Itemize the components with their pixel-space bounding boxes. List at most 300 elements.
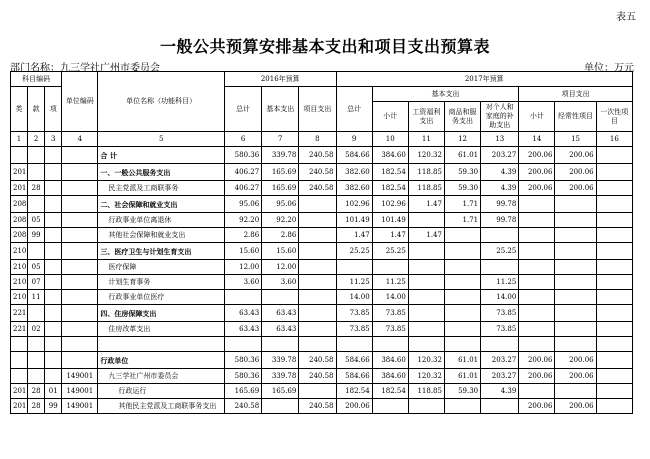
amount-cell: [519, 275, 555, 290]
subject-code-cell: 210: [11, 260, 28, 275]
amount-cell: 3.60: [224, 275, 261, 290]
amount-cell: 73.85: [481, 305, 519, 322]
amount-cell: 25.25: [372, 243, 408, 260]
subject-code-cell: 201: [11, 399, 28, 414]
amount-cell: 25.25: [481, 243, 519, 260]
unit-code-cell: [62, 322, 98, 337]
item-name-cell: 行政事业单位医疗: [98, 290, 225, 305]
amount-cell: 200.06: [555, 147, 596, 164]
amount-cell: 182.54: [372, 181, 408, 196]
header-kuan: 款: [28, 87, 45, 132]
subject-code-cell: [28, 337, 45, 352]
amount-cell: [299, 243, 336, 260]
amount-cell: 1.71: [444, 196, 480, 213]
column-number: 14: [519, 132, 555, 147]
amount-cell: [444, 243, 480, 260]
amount-cell: 120.32: [408, 352, 444, 369]
amount-cell: [299, 305, 336, 322]
header-unit-name: 单位名称（功能科目）: [98, 72, 225, 132]
amount-cell: [299, 213, 336, 228]
subject-code-cell: 01: [45, 384, 62, 399]
subject-code-cell: 201: [11, 164, 28, 181]
unit-code-cell: [62, 181, 98, 196]
amount-cell: [444, 305, 480, 322]
amount-cell: 3.60: [262, 275, 299, 290]
amount-cell: [555, 228, 596, 243]
header-lei: 类: [11, 87, 28, 132]
amount-cell: 63.43: [262, 305, 299, 322]
header-xiang: 项: [45, 87, 62, 132]
amount-cell: [224, 290, 261, 305]
amount-cell: [444, 322, 480, 337]
amount-cell: 203.27: [481, 352, 519, 369]
item-name-cell: 其他社会保障和就业支出: [98, 228, 225, 243]
amount-cell: 12.00: [262, 260, 299, 275]
column-number: 8: [299, 132, 336, 147]
amount-cell: [408, 337, 444, 352]
unit-code-cell: [62, 196, 98, 213]
unit-code-cell: [62, 243, 98, 260]
amount-cell: 1.71: [444, 213, 480, 228]
amount-cell: [299, 290, 336, 305]
amount-cell: 59.30: [444, 164, 480, 181]
column-number: 1: [11, 132, 28, 147]
subject-code-cell: [11, 337, 28, 352]
amount-cell: 200.06: [555, 399, 596, 414]
header-2016: 2016年预算: [224, 72, 336, 87]
amount-cell: 200.06: [519, 352, 555, 369]
amount-cell: [519, 260, 555, 275]
subject-code-cell: [45, 305, 62, 322]
item-name-cell: 二、社会保障和就业支出: [98, 196, 225, 213]
amount-cell: 584.66: [336, 369, 372, 384]
amount-cell: 101.49: [336, 213, 372, 228]
amount-cell: [596, 369, 632, 384]
amount-cell: 4.39: [481, 181, 519, 196]
amount-cell: 200.06: [519, 164, 555, 181]
amount-cell: 61.01: [444, 369, 480, 384]
unit-code-cell: [62, 290, 98, 305]
amount-cell: [596, 305, 632, 322]
unit-code-cell: [62, 164, 98, 181]
header-2017-project-subtotal: 小计: [519, 102, 555, 132]
amount-cell: [408, 260, 444, 275]
table-row: [11, 305, 633, 322]
amount-cell: 4.39: [481, 384, 519, 399]
amount-cell: 11.25: [336, 275, 372, 290]
subject-code-cell: [28, 352, 45, 369]
amount-cell: [596, 290, 632, 305]
amount-cell: 61.01: [444, 147, 480, 164]
amount-cell: [555, 290, 596, 305]
amount-cell: [444, 260, 480, 275]
amount-cell: [519, 305, 555, 322]
subject-code-cell: [45, 164, 62, 181]
subject-code-cell: [45, 181, 62, 196]
amount-cell: [299, 228, 336, 243]
amount-cell: [519, 228, 555, 243]
amount-cell: [372, 260, 408, 275]
subject-code-cell: 99: [28, 228, 45, 243]
amount-cell: 240.58: [224, 399, 261, 414]
table-row: [11, 213, 633, 228]
amount-cell: [596, 352, 632, 369]
amount-cell: [336, 260, 372, 275]
amount-cell: 63.43: [224, 305, 261, 322]
amount-cell: 339.78: [262, 352, 299, 369]
subject-code-cell: [45, 243, 62, 260]
subject-code-cell: [45, 147, 62, 164]
item-name-cell: [98, 337, 225, 352]
amount-cell: 11.25: [372, 275, 408, 290]
subject-code-cell: 221: [11, 322, 28, 337]
header-individual: 对个人和家庭的补助支出: [481, 102, 519, 132]
header-goods: 商品和服务支出: [444, 102, 480, 132]
item-name-cell: 四、住房保障支出: [98, 305, 225, 322]
table-row: [11, 369, 633, 384]
amount-cell: 339.78: [262, 147, 299, 164]
amount-cell: 99.78: [481, 213, 519, 228]
amount-cell: [444, 399, 480, 414]
unit-code-cell: 149001: [62, 369, 98, 384]
amount-cell: 203.27: [481, 147, 519, 164]
table-number-label: 表五: [616, 12, 636, 23]
amount-cell: [596, 243, 632, 260]
unit-code-cell: [62, 275, 98, 290]
subject-code-cell: [45, 352, 62, 369]
amount-cell: 102.96: [372, 196, 408, 213]
amount-cell: [555, 243, 596, 260]
amount-cell: 73.85: [372, 322, 408, 337]
column-number: 10: [372, 132, 408, 147]
amount-cell: [299, 384, 336, 399]
amount-cell: 118.85: [408, 164, 444, 181]
subject-code-cell: [45, 337, 62, 352]
amount-cell: 200.06: [519, 399, 555, 414]
header-subject-code: 科目编码: [11, 72, 62, 87]
amount-cell: [262, 399, 299, 414]
amount-cell: 200.06: [555, 352, 596, 369]
amount-cell: [444, 275, 480, 290]
subject-code-cell: [45, 228, 62, 243]
amount-cell: [224, 337, 261, 352]
amount-cell: [596, 213, 632, 228]
column-number: 7: [262, 132, 299, 147]
amount-cell: [596, 164, 632, 181]
table-row: [11, 275, 633, 290]
subject-code-cell: 208: [11, 196, 28, 213]
unit-code-cell: [62, 147, 98, 164]
amount-cell: 73.85: [336, 305, 372, 322]
amount-cell: 182.54: [372, 164, 408, 181]
amount-cell: 1.47: [408, 228, 444, 243]
amount-cell: [336, 337, 372, 352]
amount-cell: [372, 399, 408, 414]
amount-cell: [596, 275, 632, 290]
subject-code-cell: 210: [11, 290, 28, 305]
amount-cell: 1.47: [336, 228, 372, 243]
header-2016-total: 总计: [224, 87, 261, 132]
table-row: [11, 164, 633, 181]
amount-cell: [444, 290, 480, 305]
amount-cell: 73.85: [336, 322, 372, 337]
unit-code-cell: [62, 228, 98, 243]
unit-code-cell: [62, 352, 98, 369]
amount-cell: 14.00: [372, 290, 408, 305]
header-2017-total: 总计: [336, 87, 372, 132]
subject-code-cell: [45, 213, 62, 228]
amount-cell: 59.30: [444, 181, 480, 196]
unit-code-cell: 149001: [62, 399, 98, 414]
amount-cell: 63.43: [224, 322, 261, 337]
item-name-cell: 住房改革支出: [98, 322, 225, 337]
amount-cell: [408, 399, 444, 414]
subject-code-cell: [11, 369, 28, 384]
unit-code-cell: [62, 260, 98, 275]
amount-cell: [555, 196, 596, 213]
amount-cell: [408, 213, 444, 228]
subject-code-cell: 28: [28, 384, 45, 399]
amount-cell: [299, 275, 336, 290]
amount-cell: [596, 147, 632, 164]
amount-cell: 14.00: [481, 290, 519, 305]
amount-cell: 182.54: [372, 384, 408, 399]
amount-cell: 92.20: [262, 213, 299, 228]
amount-cell: [408, 322, 444, 337]
amount-cell: 73.85: [372, 305, 408, 322]
item-name-cell: 合 计: [98, 147, 225, 164]
amount-cell: 200.06: [555, 369, 596, 384]
item-name-cell: 医疗保障: [98, 260, 225, 275]
amount-cell: [555, 305, 596, 322]
amount-cell: 1.47: [372, 228, 408, 243]
department-name: 部门名称：九三学社广州市委员会: [10, 63, 160, 74]
amount-cell: 240.58: [299, 369, 336, 384]
amount-cell: 240.58: [299, 352, 336, 369]
subject-code-cell: [45, 369, 62, 384]
amount-cell: 240.58: [299, 147, 336, 164]
table-row: [11, 290, 633, 305]
amount-cell: 200.06: [555, 181, 596, 196]
amount-cell: 73.85: [481, 322, 519, 337]
amount-cell: [555, 275, 596, 290]
subject-code-cell: 28: [28, 181, 45, 196]
amount-cell: 240.58: [299, 164, 336, 181]
table-row: [11, 399, 633, 414]
subject-code-cell: [28, 305, 45, 322]
amount-cell: 4.39: [481, 164, 519, 181]
amount-cell: [408, 243, 444, 260]
amount-cell: 384.60: [372, 352, 408, 369]
amount-cell: [555, 322, 596, 337]
unit-code-cell: [62, 213, 98, 228]
amount-cell: 101.49: [372, 213, 408, 228]
column-number: 15: [555, 132, 596, 147]
column-number: 2: [28, 132, 45, 147]
header-recurring: 经常性项目: [555, 102, 596, 132]
column-number: 4: [62, 132, 98, 147]
amount-cell: [555, 384, 596, 399]
amount-cell: 406.27: [224, 164, 261, 181]
subject-code-cell: 221: [11, 305, 28, 322]
amount-cell: 580.36: [224, 369, 261, 384]
unit-code-cell: [62, 305, 98, 322]
header-2016-project: 项目支出: [299, 87, 336, 132]
subject-code-cell: [11, 147, 28, 164]
amount-cell: 92.20: [224, 213, 261, 228]
header-2016-basic: 基本支出: [262, 87, 299, 132]
subject-code-cell: 208: [11, 213, 28, 228]
amount-cell: 11.25: [481, 275, 519, 290]
amount-cell: 580.36: [224, 352, 261, 369]
amount-cell: 584.66: [336, 147, 372, 164]
amount-cell: [519, 384, 555, 399]
column-number: 16: [596, 132, 632, 147]
amount-cell: 165.69: [262, 384, 299, 399]
amount-cell: [596, 399, 632, 414]
amount-cell: [519, 213, 555, 228]
subject-code-cell: 210: [11, 275, 28, 290]
budget-table: [10, 71, 633, 414]
item-name-cell: 九三学社广州市委员会: [98, 369, 225, 384]
header-2017-basic-group: 基本支出: [372, 87, 519, 102]
header-2017: 2017年预算: [336, 72, 633, 87]
column-number: 5: [98, 132, 225, 147]
amount-cell: 95.06: [224, 196, 261, 213]
column-number: 12: [444, 132, 480, 147]
amount-cell: [299, 260, 336, 275]
subject-code-cell: 201: [11, 181, 28, 196]
amount-cell: [299, 337, 336, 352]
item-name-cell: 民主党派及工商联事务: [98, 181, 225, 196]
amount-cell: [408, 305, 444, 322]
amount-cell: [596, 260, 632, 275]
amount-cell: [519, 243, 555, 260]
subject-code-cell: 208: [11, 228, 28, 243]
column-number: 13: [481, 132, 519, 147]
amount-cell: 12.00: [224, 260, 261, 275]
amount-cell: 15.60: [224, 243, 261, 260]
table-row: [11, 337, 633, 352]
table-row: [11, 181, 633, 196]
header-unit-code: 单位编码: [62, 72, 98, 132]
amount-cell: [555, 213, 596, 228]
subject-code-cell: [45, 322, 62, 337]
amount-cell: [596, 337, 632, 352]
document-title: 一般公共预算安排基本支出和项目支出预算表: [159, 37, 490, 56]
amount-cell: [555, 260, 596, 275]
header-2017-basic-subtotal: 小计: [372, 102, 408, 132]
amount-cell: 382.60: [336, 181, 372, 196]
table-row: [11, 228, 633, 243]
header-wage: 工资福利支出: [408, 102, 444, 132]
amount-cell: [596, 384, 632, 399]
table-row: [11, 147, 633, 164]
amount-cell: [481, 260, 519, 275]
subject-code-cell: [45, 196, 62, 213]
amount-cell: [444, 337, 480, 352]
item-name-cell: 行政事业单位离退休: [98, 213, 225, 228]
amount-cell: 200.06: [519, 181, 555, 196]
column-number: 6: [224, 132, 261, 147]
amount-cell: 165.69: [262, 164, 299, 181]
amount-cell: 25.25: [336, 243, 372, 260]
amount-cell: [481, 399, 519, 414]
amount-cell: [408, 290, 444, 305]
amount-cell: 406.27: [224, 181, 261, 196]
item-name-cell: 一、一般公共服务支出: [98, 164, 225, 181]
amount-cell: 59.30: [444, 384, 480, 399]
subject-code-cell: [28, 164, 45, 181]
amount-cell: 182.54: [336, 384, 372, 399]
amount-cell: [262, 290, 299, 305]
currency-unit: 单位：万元: [584, 63, 634, 74]
amount-cell: [444, 228, 480, 243]
amount-cell: 200.06: [519, 369, 555, 384]
amount-cell: [299, 322, 336, 337]
amount-cell: [481, 337, 519, 352]
subject-code-cell: [45, 275, 62, 290]
unit-code-cell: 149001: [62, 384, 98, 399]
column-number: 9: [336, 132, 372, 147]
item-name-cell: 计划生育事务: [98, 275, 225, 290]
amount-cell: 200.06: [519, 147, 555, 164]
amount-cell: [596, 181, 632, 196]
amount-cell: 120.32: [408, 369, 444, 384]
item-name-cell: 行政单位: [98, 352, 225, 369]
subject-code-cell: [28, 196, 45, 213]
item-name-cell: 三、医疗卫生与计划生育支出: [98, 243, 225, 260]
amount-cell: [555, 337, 596, 352]
amount-cell: 382.60: [336, 164, 372, 181]
subject-code-cell: 02: [28, 322, 45, 337]
subject-code-cell: [11, 352, 28, 369]
amount-cell: [519, 322, 555, 337]
subject-code-cell: 05: [28, 260, 45, 275]
header-onetime: 一次性项目: [596, 102, 632, 132]
amount-cell: [481, 228, 519, 243]
subject-code-cell: 05: [28, 213, 45, 228]
amount-cell: 99.78: [481, 196, 519, 213]
amount-cell: 15.60: [262, 243, 299, 260]
amount-cell: 61.01: [444, 352, 480, 369]
table-row: [11, 243, 633, 260]
subject-code-cell: [45, 260, 62, 275]
amount-cell: 2.86: [224, 228, 261, 243]
table-row: [11, 384, 633, 399]
amount-cell: [299, 196, 336, 213]
amount-cell: 584.66: [336, 352, 372, 369]
header-2017-project-group: 项目支出: [519, 87, 633, 102]
table-row: [11, 260, 633, 275]
subject-code-cell: [28, 147, 45, 164]
amount-cell: [262, 337, 299, 352]
amount-cell: 102.96: [336, 196, 372, 213]
amount-cell: 240.58: [299, 399, 336, 414]
amount-cell: [596, 196, 632, 213]
item-name-cell: 行政运行: [98, 384, 225, 399]
item-name-cell: 其他民主党派及工商联事务支出: [98, 399, 225, 414]
amount-cell: 203.27: [481, 369, 519, 384]
amount-cell: 120.32: [408, 147, 444, 164]
amount-cell: 200.06: [336, 399, 372, 414]
amount-cell: 200.06: [555, 164, 596, 181]
subject-code-cell: 28: [28, 399, 45, 414]
amount-cell: 165.69: [224, 384, 261, 399]
amount-cell: 240.58: [299, 181, 336, 196]
column-number: 3: [45, 132, 62, 147]
unit-code-cell: [62, 337, 98, 352]
